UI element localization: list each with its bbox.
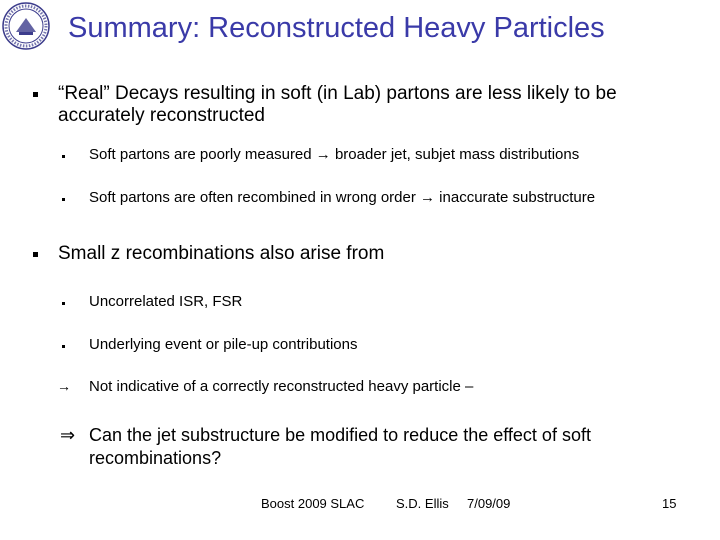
- right-arrow-icon: →: [57, 378, 71, 394]
- bullet-main-1: “Real” Decays resulting in soft (in Lab) partons are less likely to be accurately reconstructed: [58, 83, 617, 126]
- bullet-square-icon: [33, 252, 38, 257]
- footer-event: Boost 2009 SLAC: [261, 496, 365, 511]
- slide-title: Summary: Reconstructed Heavy Particles: [68, 12, 605, 44]
- sub-bullet-dot-icon: [62, 198, 65, 201]
- page-number: 15: [662, 496, 677, 511]
- sub-bullet-2-2: Underlying event or pile-up contributions: [89, 336, 358, 353]
- sub-bullet-1-1: Soft partons are poorly measured → broader jet, subjet mass distributions: [89, 146, 580, 163]
- footer-date: 7/09/09: [467, 496, 511, 511]
- arrow-item: Not indicative of a correctly reconstructed heavy particle –: [89, 378, 474, 395]
- implication-block: [60, 424, 660, 470]
- sub-bullet-dot-icon: [62, 345, 65, 348]
- university-seal-icon: [2, 2, 50, 50]
- sub-bullet-1-2: Soft partons are often recombined in wrong order → inaccurate substructure: [89, 189, 596, 206]
- sub-bullet-2-1: Uncorrelated ISR, FSR: [89, 293, 243, 310]
- implication-text: Can the jet substructure be modified to reduce the effect of soft recombinations?: [89, 425, 591, 468]
- footer-author: S.D. Ellis: [396, 496, 449, 511]
- sub-bullet-dot-icon: [62, 302, 65, 305]
- bullet-square-icon: [33, 92, 38, 97]
- sub-bullet-dot-icon: [62, 155, 65, 158]
- bullet-main-2: Small z recombinations also arise from: [58, 243, 385, 264]
- implies-icon: ⇒: [60, 425, 76, 445]
